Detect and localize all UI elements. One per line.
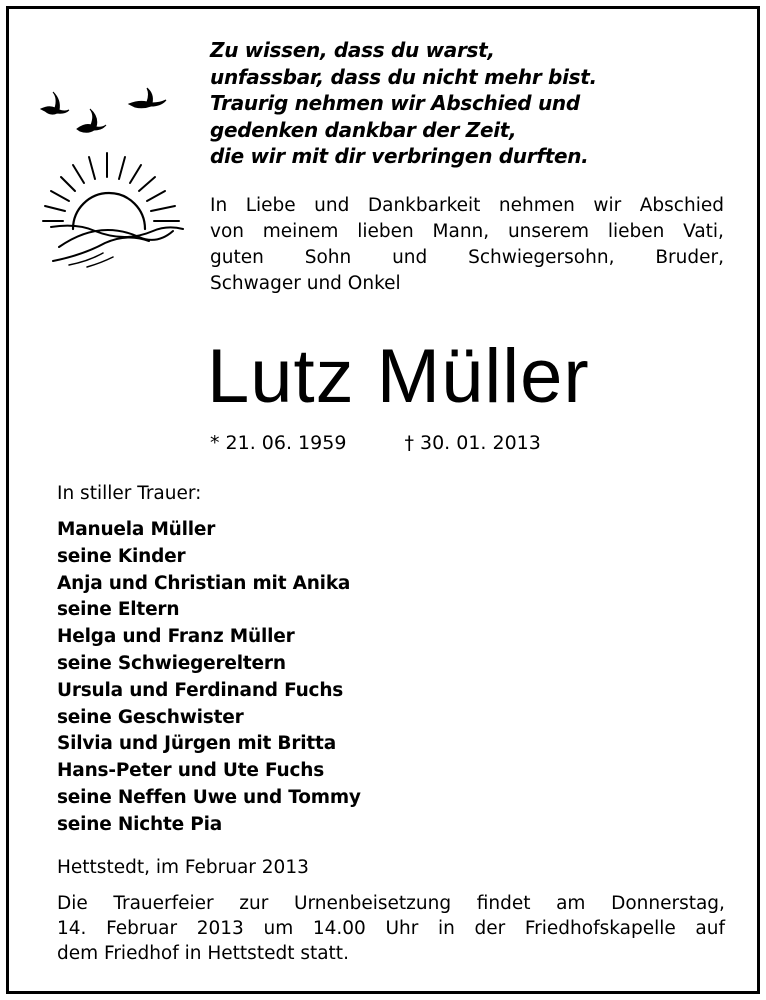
word: Uhr (385, 918, 419, 939)
sunset-birds-illustration (29, 79, 194, 279)
quote-line: Zu wissen, dass du warst, (210, 38, 495, 62)
place-and-date: Hettstedt, im Februar 2013 (57, 857, 309, 878)
word: Mann, (432, 221, 490, 242)
word: Die (57, 893, 88, 914)
farewell-line (210, 193, 724, 219)
mourners-list (57, 517, 361, 839)
mourning-intro: In stiller Trauer: (57, 483, 202, 504)
farewell-line: Schwager und Onkel (210, 273, 401, 294)
quote-line: die wir mit dir verbringen durften. (210, 144, 589, 168)
list-item: seine Eltern (57, 599, 180, 621)
service-line (57, 916, 725, 941)
word: Abschied (639, 195, 724, 216)
word: um (263, 918, 294, 939)
birth-date: * 21. 06. 1959 (210, 432, 347, 454)
word: findet (476, 893, 531, 914)
word: und (314, 195, 350, 216)
list-item: seine Nichte Pia (57, 813, 223, 835)
word: In (210, 195, 228, 216)
life-dates (210, 432, 541, 454)
word: 14.00 (312, 918, 366, 939)
word: meinem (262, 221, 339, 242)
word: Liebe (245, 195, 296, 216)
farewell-line (210, 219, 724, 245)
word: unserem (507, 221, 590, 242)
list-item: seine Neffen Uwe und Tommy (57, 786, 361, 808)
word: der (474, 918, 506, 939)
deceased-name: Lutz Müller (207, 334, 590, 419)
word: auf (695, 918, 725, 939)
farewell-line (210, 245, 724, 271)
list-item: seine Geschwister (57, 706, 244, 728)
word: 2013 (196, 918, 244, 939)
word: Bruder, (655, 247, 724, 268)
funeral-service-info (57, 891, 725, 966)
word: Donnerstag, (611, 893, 725, 914)
word: Urnenbeisetzung (293, 893, 452, 914)
memorial-quote (210, 37, 597, 170)
list-item: Helga und Franz Müller (57, 626, 295, 648)
quote-line: unfassbar, dass du nicht mehr bist. (210, 64, 597, 89)
list-item: seine Kinder (57, 545, 186, 567)
word: guten (210, 247, 264, 268)
service-line: dem Friedhof in Hettstedt statt. (57, 943, 349, 964)
word: Vati, (683, 221, 724, 242)
word: wir (593, 195, 622, 216)
quote-line: gedenken dankbar der Zeit, (210, 117, 517, 142)
word: am (556, 893, 586, 914)
list-item: Silvia und Jürgen mit Britta (57, 733, 336, 755)
word: nehmen (498, 195, 575, 216)
sunset-over-hills-icon (43, 153, 183, 267)
word: von (210, 221, 244, 242)
word: Februar (106, 918, 178, 939)
list-item: Manuela Müller (57, 519, 216, 540)
word: Trauerfeier (113, 893, 214, 914)
word: zur (239, 893, 269, 914)
word: lieben (607, 221, 665, 242)
word: lieben (357, 221, 414, 242)
farewell-text (210, 193, 724, 297)
flying-birds-icon (41, 88, 166, 132)
word: Sohn (304, 247, 352, 268)
list-item: Anja und Christian mit Anika (57, 572, 351, 594)
list-item: seine Schwiegereltern (57, 652, 286, 674)
word: in (437, 918, 455, 939)
word: und (392, 247, 428, 268)
list-item: Hans-Peter und Ute Fuchs (57, 760, 325, 782)
word: 14. (57, 918, 87, 939)
service-line (57, 891, 725, 916)
word: Friedhofskapelle (524, 918, 676, 939)
death-date: † 30. 01. 2013 (404, 432, 541, 454)
word: Dankbarkeit (367, 195, 481, 216)
obituary-frame (6, 6, 760, 994)
quote-line: Traurig nehmen wir Abschied und (210, 91, 580, 115)
word: Schwiegersohn, (468, 247, 615, 268)
list-item: Ursula und Ferdinand Fuchs (57, 679, 344, 701)
